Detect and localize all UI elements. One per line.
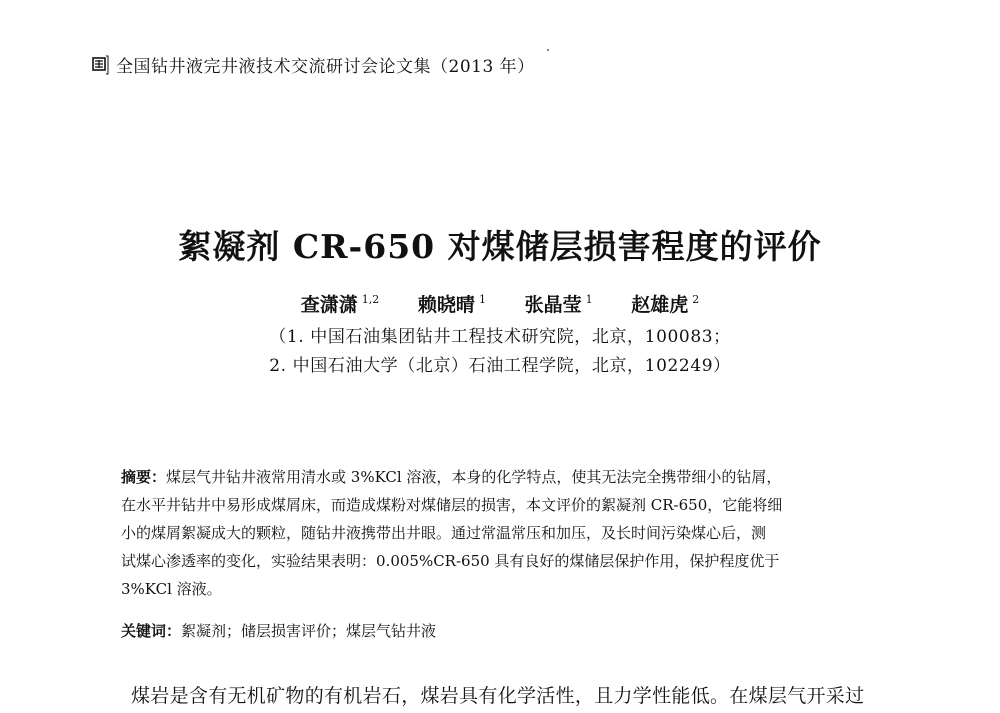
abstract-label: 摘要： [121,468,167,486]
paper-title: 絮凝剂 CR-650 对煤储层损害程度的评价 [178,227,822,266]
proceedings-logo-icon [92,55,110,75]
keywords [121,620,436,641]
keywords-text: 絮凝剂；储层损害评价；煤层气钻井液 [181,622,437,640]
author: 查潇潇 $^{1,2}$ [300,293,380,316]
abstract-line: 在水平井钻井中易形成煤屑床，而造成煤粉对煤储层的损害，本文评价的絮凝剂 CR-650，它能将细 [121,496,783,514]
author-list [0,290,1000,317]
affiliation-line: （1. 中国石油集团钻井工程技术研究院，北京，100083； [269,327,731,347]
affiliation-line: 2. 中国石油大学（北京）石油工程学院，北京，102249） [269,356,731,376]
body-paragraph: 煤岩是含有无机矿物的有机岩石，煤岩具有化学活性，且力学性能低。在煤层气开采过 [131,685,865,707]
abstract [121,463,883,603]
abstract-line: 摘要：煤层气井钻井液常用清水或 3%KCl 溶液，本身的化学特点，使其无法完全携带细小的钻屑， [121,468,782,486]
header-mark [547,49,549,51]
keywords-label: 关键词： [121,622,182,640]
abstract-line: 试煤心渗透率的变化，实验结果表明：0.005%CR-650 具有良好的煤储层保护作用，保护程度优于 [121,552,780,570]
running-head [92,52,535,77]
abstract-line: 小的煤屑絮凝成大的颗粒，随钻井液携带出井眼。通过常温常压和加压，及长时间污染煤心后，测 [121,524,767,542]
running-title: 全国钻井液完井液技术交流研讨会论文集（2013 年） [116,57,535,77]
author: 赵雄虎 $^2$ [631,293,700,316]
author: 赖晓晴 $^1$ [417,293,486,316]
author: 张晶莹 $^1$ [524,293,593,316]
abstract-line: 3%KCl 溶液。 [121,580,222,598]
